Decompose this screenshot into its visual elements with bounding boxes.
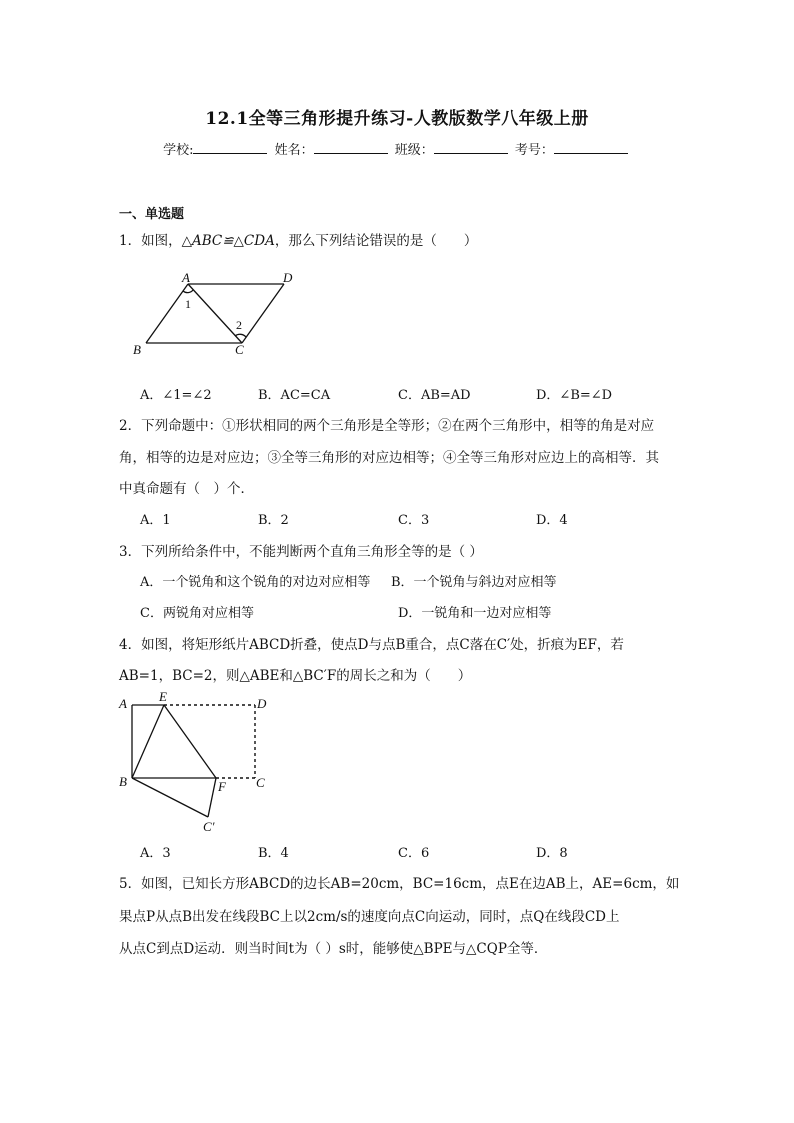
q1-stem-formula: △ABC≌△CDA: [181, 233, 275, 249]
name-label: 姓名：: [274, 143, 314, 158]
student-info-line: [0, 139, 794, 158]
q5-line-1: 5．如图，已知长方形ABCD的边长AB=20cm，BC=16cm，点E在边AB上，AE=6cm，如: [119, 876, 680, 892]
q1-label-a: A: [182, 270, 190, 285]
q2-option-d: D．4: [536, 513, 568, 528]
q3-option-d: D．一锐角和一边对应相等: [398, 606, 552, 621]
q1-label-angle1: 1: [185, 297, 191, 311]
q4-line-be: [132, 705, 164, 778]
q2-option-b: B．2: [258, 513, 289, 528]
number-blank: [554, 141, 628, 154]
q4-label-f: F: [218, 779, 226, 794]
q4-label-b: B: [119, 774, 127, 789]
q3-option-c: C．两锐角对应相等: [140, 606, 254, 621]
section-heading: 一、单选题: [119, 207, 185, 222]
q2-line-3: 中真命题有（ ）个．: [119, 481, 254, 497]
q1-stem: [119, 229, 477, 249]
q1-label-c: C: [235, 342, 244, 357]
q1-figure: [125, 266, 315, 362]
q3-stem: 3．下列所给条件中，不能判断两个直角三角形全等的是（ ）: [119, 544, 483, 560]
q1-edge-ab: [146, 284, 188, 343]
q1-option-b: B．AC=CA: [258, 388, 331, 403]
q2-option-a: A．1: [140, 513, 171, 528]
q1-label-b: B: [133, 342, 141, 357]
number-label: 考号：: [514, 143, 554, 158]
q4-option-c: C．6: [398, 846, 430, 861]
q1-stem-a: 1．如图，: [119, 233, 182, 249]
q1-stem-c: ，那么下列结论错误的是（ ）: [274, 233, 478, 249]
q2-option-c: C．3: [398, 513, 430, 528]
q4-line-1: 4．如图，将矩形纸片ABCD折叠，使点D与点B重合，点C落在C′处，折痕为EF，若: [119, 637, 624, 653]
q1-edge-dc: [242, 284, 284, 343]
q1-label-d: D: [283, 270, 293, 285]
q1-option-c: C．AB=AD: [398, 388, 471, 403]
name-blank: [314, 141, 388, 154]
q4-label-c: C: [256, 775, 265, 790]
q5-line-3: 从点C到点D运动．则当时间t为（ ）s时，能够使△BPE与△CQP全等．: [119, 941, 548, 957]
q2-line-2: 角，相等的边是对应边；③全等三角形的对应边相等；④全等三角形对应边上的高相等．其: [119, 450, 659, 466]
q3-option-a: A．一个锐角和这个锐角的对边对应相等: [140, 575, 371, 590]
q4-edge-bcprime: [132, 778, 208, 817]
q4-option-d: D．8: [536, 846, 568, 861]
q1-label-angle2: 2: [236, 318, 242, 332]
q1-diagonal-ac: [188, 284, 242, 343]
q4-fold-ef: [164, 705, 216, 778]
q4-line-2: AB=1，BC=2，则△ABE和△BC′F的周长之和为（ ）: [119, 668, 472, 684]
q1-angle1-arc: [183, 290, 193, 293]
q4-label-e: E: [159, 689, 167, 704]
q4-label-d: D: [257, 696, 267, 711]
q2-line-1: 2．下列命题中：①形状相同的两个三角形是全等形；②在两个三角形中，相等的角是对应: [119, 418, 655, 434]
q4-figure: [114, 688, 284, 836]
q4-option-a: A．3: [140, 846, 171, 861]
q3-option-b: B．一个锐角与斜边对应相等: [391, 575, 557, 590]
q1-option-d: D．∠B=∠D: [536, 388, 613, 403]
q4-label-a: A: [119, 696, 127, 711]
q4-edge-fcprime: [208, 778, 216, 817]
page-title: 12.1全等三角形提升练习-人教版数学八年级上册: [205, 109, 589, 129]
q4-option-b: B．4: [258, 846, 289, 861]
school-label: 学校:: [163, 143, 194, 158]
q4-label-cprime: C′: [203, 819, 215, 834]
class-label: 班级：: [394, 143, 434, 158]
q1-option-a: A．∠1=∠2: [140, 388, 212, 403]
school-blank: [193, 141, 267, 154]
q5-line-2: 果点P从点B出发在线段BC上以2cm/s的速度向点C向运动，同时，点Q在线段CD上: [119, 909, 620, 925]
class-blank: [434, 141, 508, 154]
